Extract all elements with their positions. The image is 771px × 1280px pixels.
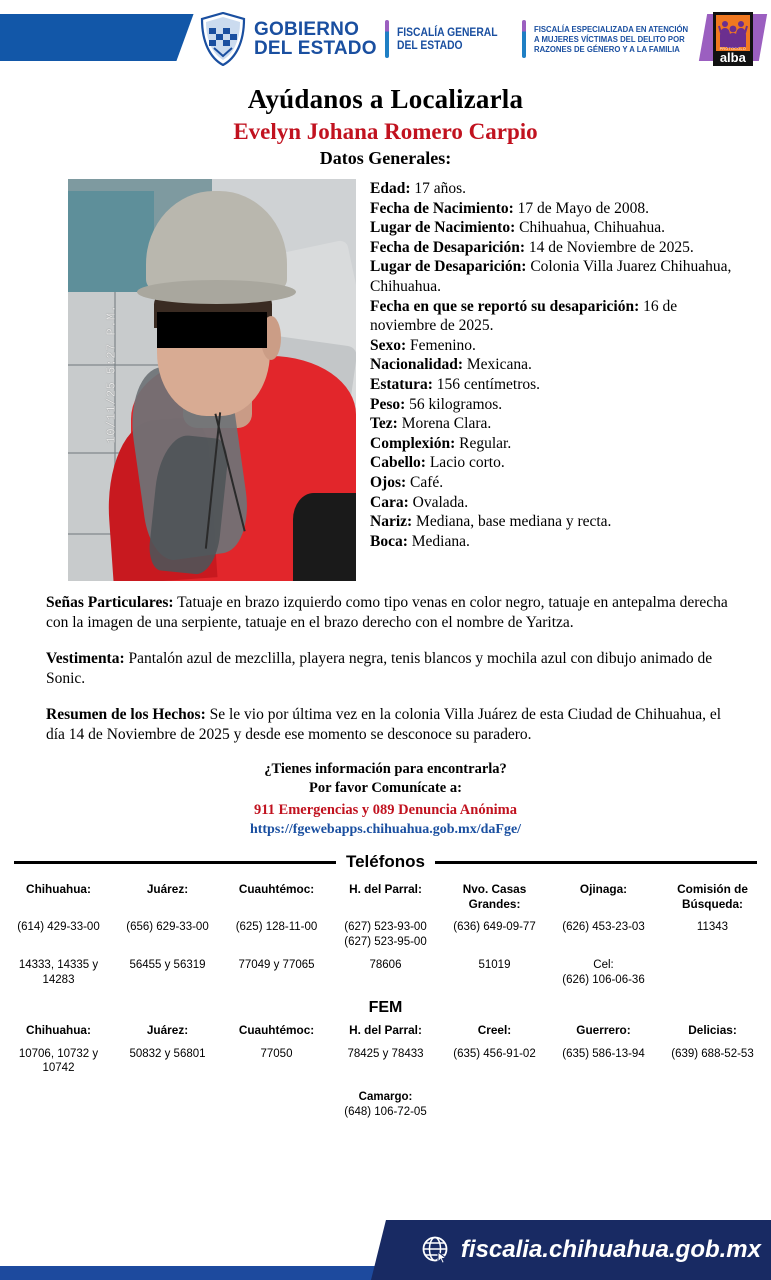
field-label: Sexo: bbox=[370, 336, 407, 354]
phones-ext-row bbox=[4, 958, 767, 987]
field-label: Nacionalidad: bbox=[370, 356, 464, 374]
fem-header-row bbox=[4, 1023, 767, 1038]
phone-extension: 51019 bbox=[478, 959, 511, 971]
poster-titles bbox=[0, 84, 771, 169]
header-blue-accent bbox=[0, 14, 194, 61]
fem-city-header: H. del Parral: bbox=[349, 1023, 422, 1037]
contact-call-to: Por favor Comunícate a: bbox=[309, 780, 462, 796]
field-peso bbox=[370, 395, 741, 415]
phone-extension: Cel: (626) 106-06-36 bbox=[562, 959, 645, 986]
phones-main-row bbox=[4, 920, 767, 949]
fiscalia-especializada-wordmark bbox=[534, 24, 705, 54]
camargo-number[interactable]: (648) 106-72-05 bbox=[344, 1105, 427, 1118]
fem-phone-number[interactable]: (639) 688-52-53 bbox=[671, 1047, 754, 1060]
phone-extension: 78606 bbox=[369, 959, 402, 971]
fem-phone-number[interactable]: 77050 bbox=[260, 1047, 293, 1060]
emergency-numbers: 911 Emergencias y 089 Denuncia Anónima bbox=[253, 802, 518, 818]
missing-person-photo bbox=[68, 179, 356, 581]
phones-city-header: Comisión de Búsqueda: bbox=[677, 882, 748, 911]
fiscalia-line1: FISCALÍA GENERAL bbox=[396, 25, 498, 39]
field-value: 56 kilogramos. bbox=[405, 395, 503, 413]
camargo-block bbox=[0, 1090, 771, 1120]
field-nacionalidad bbox=[370, 355, 741, 375]
paragraph-vestimenta bbox=[46, 649, 741, 689]
rule-right bbox=[435, 861, 757, 864]
globe-icon bbox=[421, 1235, 451, 1265]
state-shield-icon bbox=[200, 12, 246, 66]
especializada-line1: FISCALÍA ESPECIALIZADA EN ATENCIÓN bbox=[533, 24, 688, 34]
protocolo-alba-logo bbox=[713, 12, 753, 66]
field-label: Complexión: bbox=[370, 434, 456, 452]
field-value: Regular. bbox=[455, 434, 512, 452]
phones-city-header: Juárez: bbox=[146, 882, 189, 896]
footer-url-group[interactable] bbox=[421, 1228, 761, 1272]
divider-bar-2 bbox=[522, 20, 526, 58]
fem-section-title: FEM bbox=[368, 999, 403, 1016]
field-edad bbox=[370, 179, 741, 199]
report-url-link[interactable]: https://fgewebapps.chihuahua.gob.mx/daFge/ bbox=[249, 822, 522, 837]
fem-city-header: Delicias: bbox=[688, 1023, 737, 1037]
field-boca bbox=[370, 532, 741, 552]
phone-number[interactable]: (626) 453-23-03 bbox=[562, 921, 645, 933]
field-label: Fecha en que se reportó su desaparición: bbox=[370, 297, 640, 315]
field-label: Boca: bbox=[370, 532, 408, 550]
field-ojos bbox=[370, 473, 741, 493]
field-value: Mediana, base mediana y recta. bbox=[412, 513, 612, 531]
field-fecha-nacimiento bbox=[370, 199, 741, 219]
field-label: Cabello: bbox=[370, 454, 426, 472]
field-value: Colonia Villa Juarez Chihuahua, Chihuahua. bbox=[370, 258, 732, 295]
phones-city-header: H. del Parral: bbox=[349, 882, 422, 896]
gobierno-wordmark bbox=[254, 20, 377, 58]
phones-header-row bbox=[4, 882, 767, 911]
field-value: Café. bbox=[406, 473, 444, 491]
field-value: Chihuahua, Chihuahua. bbox=[515, 219, 666, 237]
phone-number[interactable]: (625) 128-11-00 bbox=[235, 921, 318, 933]
phone-number[interactable]: (614) 429-33-00 bbox=[17, 921, 100, 933]
privacy-censor-bar bbox=[157, 312, 266, 348]
field-tez bbox=[370, 414, 741, 434]
gobierno-line2: DEL ESTADO bbox=[254, 38, 377, 59]
field-value: 156 centímetros. bbox=[432, 375, 541, 393]
field-value: 16 de noviembre de 2025. bbox=[370, 297, 678, 335]
description-paragraphs bbox=[0, 593, 771, 745]
phones-city-header: Chihuahua: bbox=[26, 882, 91, 896]
profile-section bbox=[0, 179, 771, 581]
fiscalia-general-wordmark bbox=[397, 26, 514, 52]
phone-extension: 56455 y 56319 bbox=[129, 959, 206, 971]
contact-question: ¿Tienes información para encontrarla? bbox=[264, 761, 507, 777]
paragraph-label: Vestimenta: bbox=[46, 650, 125, 667]
paragraph-text: Tatuaje en brazo izquierdo como tipo venas en color negro, tatuaje en antepalma derecha con la imagen de una serpiente, tatuaje en el brazo derecho con el nombre de Yaritza. bbox=[46, 594, 728, 631]
alba-label: alba bbox=[719, 50, 746, 65]
field-fecha-desaparicion bbox=[370, 238, 741, 258]
field-complexion bbox=[370, 434, 741, 454]
field-lugar-desaparicion bbox=[370, 257, 741, 296]
general-data-heading: Datos Generales: bbox=[319, 148, 452, 168]
fem-phone-number[interactable]: 50832 y 56801 bbox=[129, 1047, 206, 1060]
field-value: Lacio corto. bbox=[425, 454, 505, 472]
page-title: Ayúdanos a Localizarla bbox=[247, 84, 524, 114]
field-label: Peso: bbox=[370, 395, 406, 413]
field-cabello bbox=[370, 453, 741, 473]
phones-city-header: Cuauhtémoc: bbox=[238, 882, 315, 896]
footer-blue-bar bbox=[0, 1266, 420, 1280]
field-label: Fecha de Desaparición: bbox=[370, 238, 525, 256]
field-label: Lugar de Desaparición: bbox=[370, 258, 527, 276]
phone-number[interactable]: (636) 649-09-77 bbox=[453, 921, 536, 933]
field-nariz bbox=[370, 512, 741, 532]
divider-bar-1 bbox=[385, 20, 389, 58]
fem-number-row bbox=[4, 1047, 767, 1076]
phone-number[interactable]: (627) 523-93-00 (627) 523-95-00 bbox=[344, 921, 427, 948]
fem-city-header: Juárez: bbox=[146, 1023, 189, 1037]
field-value: Ovalada. bbox=[408, 493, 469, 511]
alba-tiny-label: PROTOCOLO bbox=[719, 47, 747, 51]
field-label: Lugar de Nacimiento: bbox=[370, 219, 516, 237]
paragraph-text: Se le vio por última vez en la colonia Villa Juárez de esta Ciudad de Chihuahua, el día 14 de Noviembre de 2025 y desde ese momento se desconoce su paradero. bbox=[46, 706, 722, 743]
fem-phone-number[interactable]: 10706, 10732 y 10742 bbox=[18, 1047, 99, 1074]
field-label: Tez: bbox=[370, 415, 398, 433]
fem-city-header: Creel: bbox=[477, 1023, 512, 1037]
fem-city-header: Chihuahua: bbox=[26, 1023, 91, 1037]
phone-extension: 14333, 14335 y 14283 bbox=[18, 959, 99, 986]
alba-figures-icon bbox=[717, 17, 749, 50]
paragraph-text: Pantalón azul de mezclilla, playera negra, tenis blancos y mochila azul con dibujo animado de Sonic. bbox=[46, 650, 713, 687]
field-value: 17 años. bbox=[410, 180, 467, 197]
phone-extension: 77049 y 77065 bbox=[238, 959, 315, 971]
fem-phone-number[interactable]: (635) 456-91-02 bbox=[453, 1047, 536, 1060]
missing-person-name: Evelyn Johana Romero Carpio bbox=[233, 119, 538, 144]
telefonos-title: Teléfonos bbox=[345, 852, 426, 871]
phone-extension bbox=[658, 958, 767, 987]
site-footer bbox=[0, 1220, 771, 1280]
field-value: 14 de Noviembre de 2025. bbox=[524, 238, 694, 256]
contact-block bbox=[0, 761, 771, 838]
general-data-list bbox=[356, 179, 741, 551]
phones-table bbox=[0, 882, 771, 987]
fiscalia-line2: DEL ESTADO bbox=[396, 38, 463, 52]
fem-phone-number[interactable]: 78425 y 78433 bbox=[347, 1047, 424, 1060]
field-label: Estatura: bbox=[370, 375, 433, 393]
especializada-line3: RAZONES DE GÉNERO Y A LA FAMILIA bbox=[533, 44, 680, 54]
fem-phone-number[interactable]: (635) 586-13-94 bbox=[562, 1047, 645, 1060]
especializada-line2: A MUJERES VÍCTIMAS DEL DELITO POR bbox=[533, 34, 685, 44]
phones-city-header: Ojinaga: bbox=[579, 882, 628, 896]
phones-city-header: Nvo. Casas Grandes: bbox=[462, 882, 527, 911]
phone-number[interactable]: (656) 629-33-00 bbox=[126, 921, 209, 933]
field-label: Cara: bbox=[370, 493, 409, 511]
field-value: Femenino. bbox=[406, 336, 476, 354]
camargo-label: Camargo: bbox=[358, 1090, 413, 1103]
paragraph-senas-particulares bbox=[46, 593, 741, 633]
phone-number[interactable]: 11343 bbox=[696, 921, 729, 933]
institutional-header bbox=[0, 0, 771, 78]
field-fecha-reporte bbox=[370, 297, 741, 336]
field-label: Edad: bbox=[370, 180, 411, 197]
field-label: Nariz: bbox=[370, 513, 413, 531]
fem-phones-table bbox=[0, 1023, 771, 1076]
rule-left bbox=[14, 861, 336, 864]
telefonos-section-header bbox=[0, 852, 771, 872]
paragraph-label: Resumen de los Hechos: bbox=[46, 706, 206, 723]
header-logos bbox=[200, 8, 753, 70]
field-lugar-nacimiento bbox=[370, 218, 741, 238]
paragraph-resumen-hechos bbox=[46, 705, 741, 745]
field-label: Fecha de Nacimiento: bbox=[370, 199, 514, 217]
field-value: Mediana. bbox=[407, 532, 470, 550]
gobierno-line1: GOBIERNO bbox=[254, 19, 360, 40]
field-value: Mexicana. bbox=[463, 356, 532, 374]
footer-url[interactable]: fiscalia.chihuahua.gob.mx bbox=[460, 1236, 761, 1263]
field-estatura bbox=[370, 375, 741, 395]
photo-timestamp: 10/11/25 5:27 P.M. bbox=[104, 304, 119, 444]
field-sexo bbox=[370, 336, 741, 356]
field-cara bbox=[370, 493, 741, 513]
fem-city-header: Guerrero: bbox=[576, 1023, 631, 1037]
field-value: 17 de Mayo de 2008. bbox=[513, 199, 649, 217]
paragraph-label: Señas Particulares: bbox=[46, 594, 174, 611]
field-label: Ojos: bbox=[370, 473, 407, 491]
fem-city-header: Cuauhtémoc: bbox=[238, 1023, 315, 1037]
field-value: Morena Clara. bbox=[397, 415, 492, 433]
